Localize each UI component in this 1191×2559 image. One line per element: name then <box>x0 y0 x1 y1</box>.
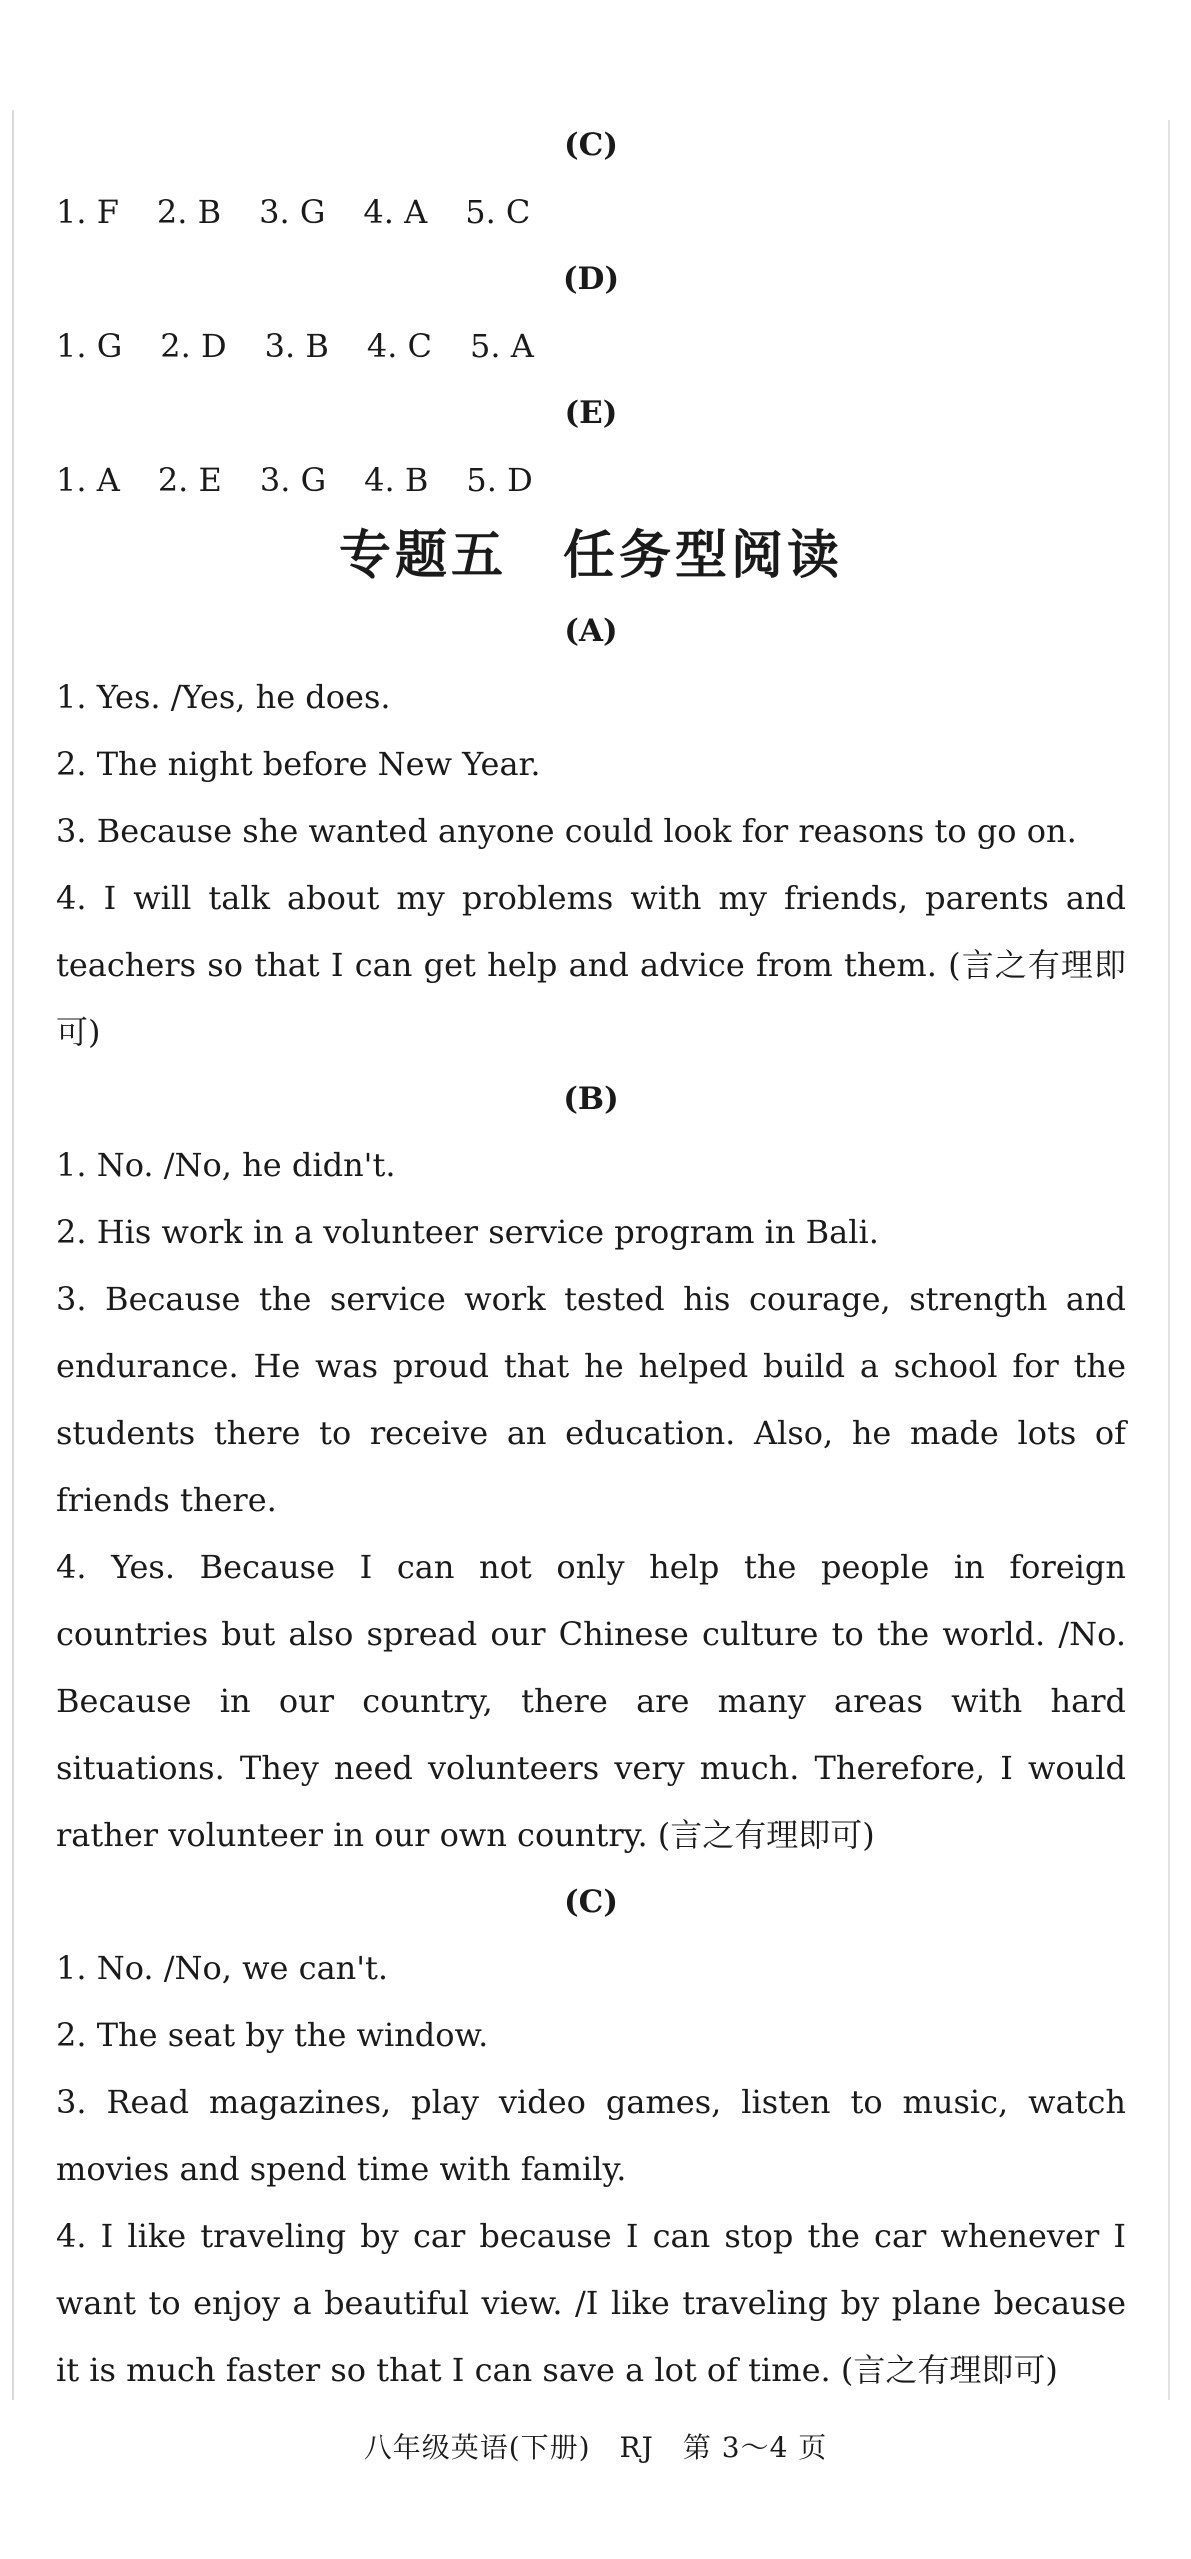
answer-list <box>56 664 1126 1066</box>
answer-item: 3. B <box>264 327 329 365</box>
answer-paragraph: 4. I will talk about my problems with my friends, parents and teachers so that I can get help and advice from them. (言之有理即可) <box>56 879 1126 1051</box>
right-margin-rule <box>1168 120 1170 2400</box>
answer-paragraph: 2. The seat by the window. <box>56 2016 489 2054</box>
section-c-top <box>56 112 1126 246</box>
answer-paragraph: 4. I like traveling by car because I can stop the car whenever I want to enjoy a beautiful view. /I like traveling by plane because it is much faster so that I can save a lot of time. (言之有理即可) <box>56 2217 1126 2389</box>
section-label: (A) <box>564 613 618 649</box>
answer-row <box>56 446 1126 514</box>
answer-item: 3. G <box>259 193 326 231</box>
section-label: (B) <box>563 1081 619 1117</box>
answer-paragraph: 3. Read magazines, play video games, listen to music, watch movies and spend time with family. <box>56 2083 1126 2188</box>
answer-page <box>56 112 1126 2404</box>
answer-item: 1. A <box>56 461 120 499</box>
answer-item: 2. B <box>156 193 222 231</box>
part-a <box>56 598 1126 1066</box>
answer-item: 5. A <box>470 327 534 365</box>
answer-list <box>56 1132 1126 1869</box>
answer-paragraph: 2. The night before New Year. <box>56 745 541 783</box>
answer-item: 5. D <box>466 461 533 499</box>
left-margin-rule <box>12 110 14 2400</box>
section-d <box>56 246 1126 380</box>
answer-paragraph: 2. His work in a volunteer service program in Bali. <box>56 1213 879 1251</box>
answer-item: 1. F <box>56 193 119 231</box>
answer-item: 4. C <box>366 327 433 365</box>
answer-item: 2. E <box>157 461 222 499</box>
answer-paragraph: 1. Yes. /Yes, he does. <box>56 678 391 716</box>
answer-paragraph: 4. Yes. Because I can not only help the people in foreign countries but also spread our Chinese culture to the world. /No. Because in our country, there are many areas with hard situations. They need volunteers very much. Therefore, I would rather volunteer in our own country. (言之有理即可) <box>56 1548 1126 1854</box>
answer-row <box>56 178 1126 246</box>
section-label: (D) <box>562 261 620 297</box>
topic-title: 专题五 任务型阅读 <box>338 526 843 586</box>
page-footer: 八年级英语(下册) RJ 第 3～4 页 <box>363 2431 828 2464</box>
section-e <box>56 380 1126 514</box>
answer-item: 5. C <box>465 193 531 231</box>
answer-paragraph: 3. Because the service work tested his courage, strength and endurance. He was proud that he helped build a school for the students there to receive an education. Also, he made lots of friends there. <box>56 1280 1126 1519</box>
answer-item: 3. G <box>259 461 327 499</box>
answer-paragraph: 3. Because she wanted anyone could look for reasons to go on. <box>56 812 1077 850</box>
section-label: (C) <box>563 127 618 163</box>
answer-paragraph: 1. No. /No, we can't. <box>56 1949 389 1987</box>
answer-item: 1. G <box>56 327 123 365</box>
answer-list <box>56 1935 1126 2404</box>
section-label: (C) <box>563 1884 618 1920</box>
answer-paragraph: 1. No. /No, he didn't. <box>56 1146 396 1184</box>
answer-item: 2. D <box>160 327 227 365</box>
section-label: (E) <box>564 395 618 431</box>
answer-item: 4. A <box>363 193 428 231</box>
part-c <box>56 1869 1126 2404</box>
part-b <box>56 1066 1126 1869</box>
answer-row <box>56 312 1126 380</box>
answer-item: 4. B <box>364 461 429 499</box>
